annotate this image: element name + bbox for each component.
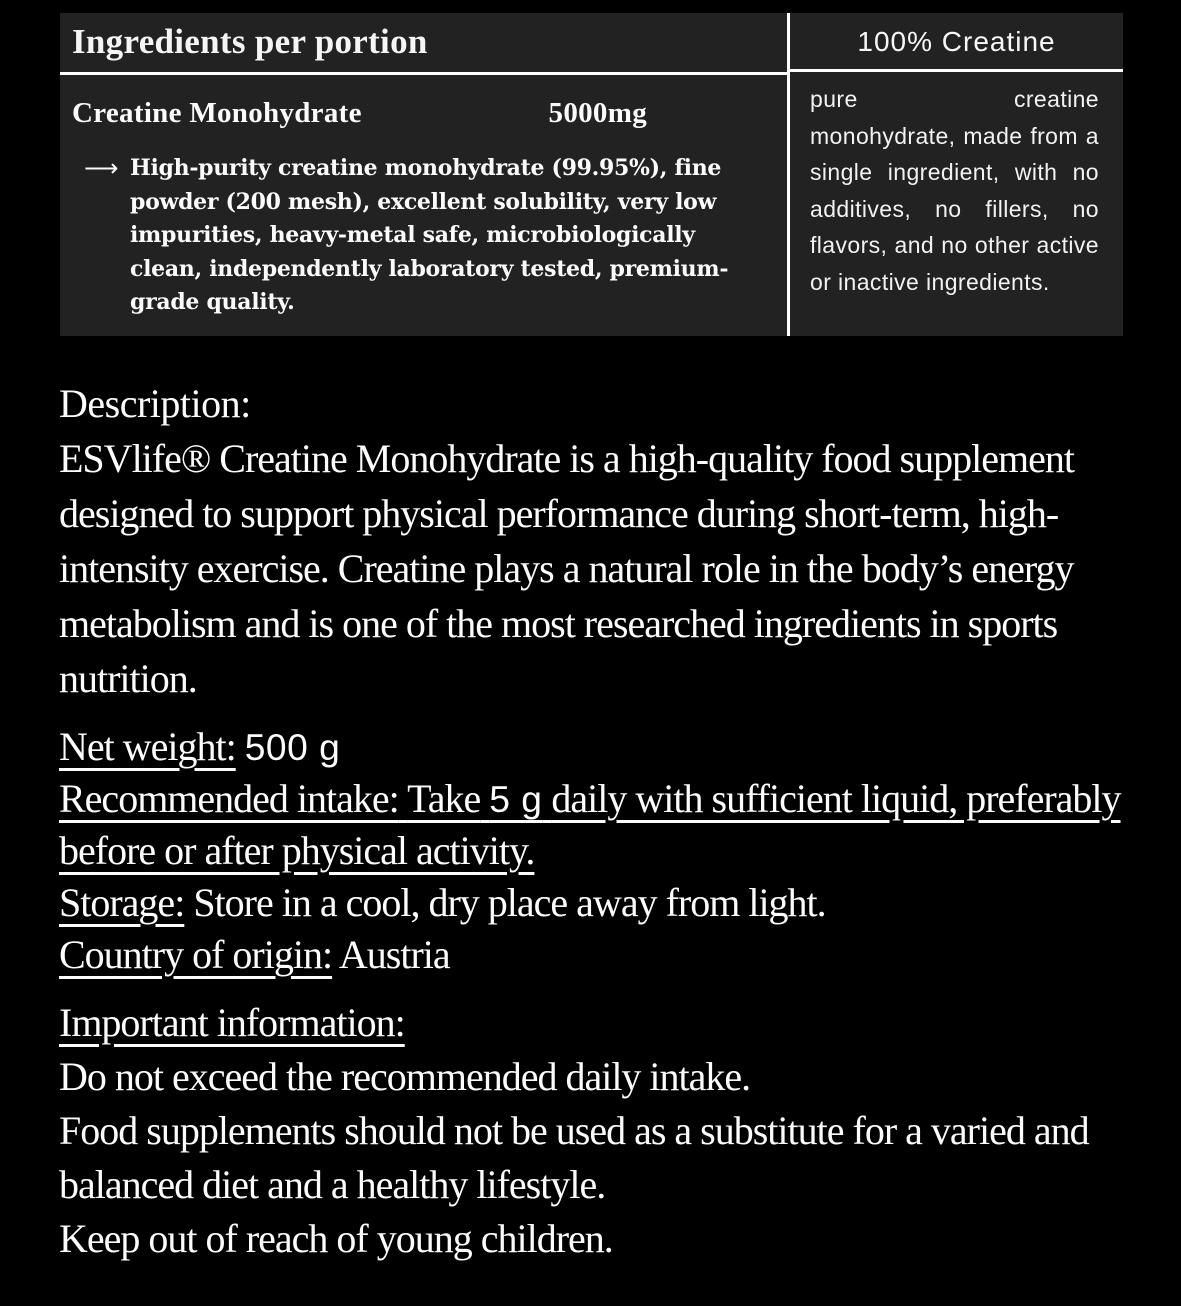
origin-label: Country of origin:: [59, 931, 333, 977]
ingredient-detail-row: [84, 152, 751, 320]
intake-text-post: daily with sufficient liquid, preferably before or after physical activity.: [59, 775, 1121, 873]
storage-value: Store in a cool, dry place away from light.: [193, 879, 826, 925]
creatine-header: 100% Creatine: [790, 13, 1123, 72]
origin-value: Austria: [338, 931, 450, 977]
ingredient-amount: 5000mg: [548, 97, 647, 129]
intake-line: [59, 773, 1123, 877]
creatine-purity-text: pure creatine monohydrate, made from a single ingredient, with no additives, no fillers, no flavors, and no other active or inactive ingredients.: [810, 86, 1099, 295]
origin-line: [59, 929, 1123, 981]
ingredient-name: Creatine Monohydrate: [72, 97, 362, 129]
intake-label: Recommended intake:: [59, 775, 399, 821]
storage-line: [59, 877, 1123, 929]
ingredients-header: Ingredients per portion: [60, 13, 787, 75]
ingredients-column: [60, 13, 787, 336]
ingredients-table: [60, 13, 1123, 336]
product-details: [59, 721, 1123, 981]
net-weight-label: Net weight:: [59, 723, 236, 769]
important-information: [59, 996, 1123, 1266]
storage-label: Storage:: [59, 879, 185, 925]
ingredient-detail-text: High-purity creatine monohydrate (99.95%), fine powder (200 mesh), excellent solubility, very low impurities, heavy-metal safe, microbiologically clean, independently laboratory tested, premium-grade quality.: [130, 155, 729, 315]
net-weight-value: 500 g: [244, 725, 341, 768]
ingredient-row: [72, 97, 751, 130]
intake-text-pre: Take: [407, 775, 481, 821]
ingredients-content: [60, 75, 787, 336]
important-line-daily-intake: Do not exceed the recommended daily intake.: [59, 1053, 751, 1099]
important-heading: Important information:: [59, 999, 405, 1045]
product-label-page: [0, 13, 1181, 1306]
creatine-column: [787, 13, 1123, 336]
description-heading: Description:: [59, 380, 251, 426]
label-body: [0, 336, 1181, 1266]
net-weight-line: [59, 721, 1123, 773]
important-line-children: Keep out of reach of young children.: [59, 1215, 613, 1261]
description-paragraph: ESVlife® Creatine Monohydrate is a high-quality food supplement designed to support physical performance during short-term, high-intensity exercise. Creatine plays a natural role in the body’s energy metabolism and is one of the most researched ingredients in sports nutrition.: [59, 435, 1074, 701]
important-line-substitute: Food supplements should not be used as a substitute for a varied and balanced diet and a healthy lifestyle.: [59, 1107, 1089, 1207]
intake-quantity: 5 g: [489, 777, 543, 820]
right-arrow-icon: ⟶: [84, 154, 119, 182]
